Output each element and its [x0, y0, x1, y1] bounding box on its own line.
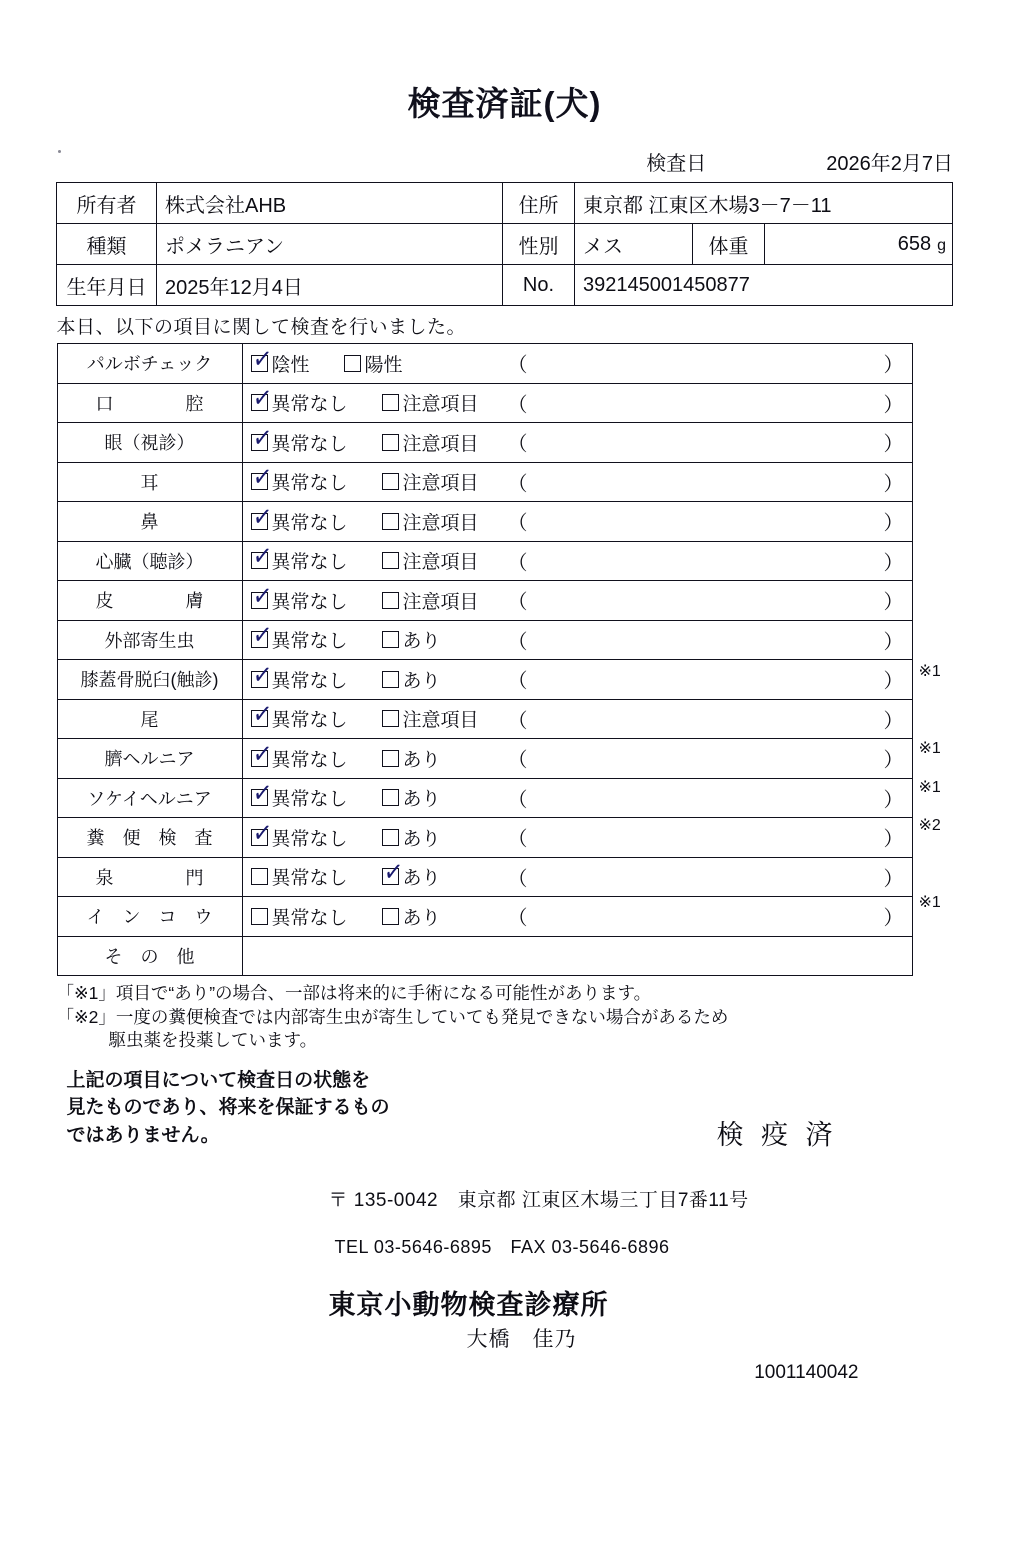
- checklist-item-label: 口 腔: [57, 383, 242, 423]
- owner-info-table: [56, 182, 953, 306]
- remarks-paren-close: ）: [883, 828, 904, 851]
- check-mark-icon: ✓: [250, 777, 273, 811]
- no-label: No.: [502, 265, 574, 306]
- checklist-options: [242, 502, 912, 542]
- checkbox-icon[interactable]: [382, 473, 399, 490]
- disclaimer-line-3: ではありません。: [66, 1124, 220, 1146]
- checkbox-icon[interactable]: [382, 750, 399, 767]
- exam-date-value: 2026年2月7日: [826, 153, 953, 175]
- checkbox-icon[interactable]: [251, 908, 268, 925]
- checkbox-option-2-label: 陽性: [364, 354, 403, 376]
- checkbox-icon[interactable]: [382, 671, 399, 688]
- checkbox-option-2-label: 注意項目: [402, 433, 479, 455]
- checkbox-option-2[interactable]: [382, 429, 479, 456]
- remarks-paren-open: （: [507, 473, 528, 496]
- checkbox-option-1-label: 異常なし: [271, 907, 348, 929]
- checkbox-icon[interactable]: [250, 342, 273, 376]
- checkbox-option-2-label: 注意項目: [402, 710, 479, 732]
- checklist-item-label: 糞 便 検 査: [57, 818, 242, 858]
- checkbox-option-1[interactable]: [250, 816, 348, 851]
- checkbox-option-2-label: 注意項目: [402, 512, 479, 534]
- no-value: 392145001450877: [574, 265, 952, 306]
- weight-value: 658: [897, 232, 932, 255]
- remarks-paren-close: ）: [883, 473, 904, 496]
- checkbox-option-1-label: 異常なし: [271, 394, 348, 416]
- page-title: 検査済証(犬): [407, 85, 602, 122]
- birth-value: 2025年12月4日: [156, 265, 502, 306]
- checkbox-icon[interactable]: [382, 829, 399, 846]
- remarks-paren-open: （: [507, 907, 528, 930]
- checkbox-icon[interactable]: [250, 658, 273, 692]
- checkbox-option-1[interactable]: [250, 342, 310, 377]
- checklist-options: [242, 581, 912, 621]
- certificate-page: [0, 78, 1009, 1555]
- checkbox-icon[interactable]: [250, 421, 273, 455]
- footnote-marker: ※1: [918, 778, 941, 796]
- checkbox-option-2[interactable]: [382, 587, 479, 614]
- checklist-options: [242, 383, 912, 423]
- remarks-paren-close: ）: [883, 394, 904, 417]
- address-value: 東京都 江東区木場3－7－11: [574, 183, 952, 224]
- checklist-item-label: 鼻: [57, 502, 242, 542]
- checklist-table: [57, 343, 913, 976]
- footnote-3: 駆虫薬を投薬しています。: [108, 1030, 318, 1051]
- checkbox-option-1[interactable]: [251, 863, 348, 890]
- checklist-options: [242, 423, 912, 463]
- check-mark-icon: ✓: [250, 382, 273, 416]
- checkbox-option-1-label: 異常なし: [271, 512, 348, 534]
- remarks-paren-open: （: [507, 512, 528, 535]
- checkbox-option-1-label: 異常なし: [271, 670, 348, 692]
- address-label: 住所: [502, 183, 574, 224]
- table-row: [57, 581, 912, 621]
- checkbox-option-1[interactable]: [250, 777, 348, 811]
- check-mark-icon: ✓: [250, 816, 273, 850]
- checkbox-option-2[interactable]: [382, 705, 479, 732]
- birth-label: 生年月日: [56, 265, 156, 306]
- checkbox-option-2[interactable]: [382, 508, 479, 535]
- checkbox-icon[interactable]: [382, 789, 399, 806]
- checklist-item-label: 皮 膚: [57, 581, 242, 621]
- checkbox-option-1[interactable]: [250, 658, 348, 693]
- checklist-item-label: 眼（視診）: [57, 423, 242, 463]
- breed-value: ポメラニアン: [156, 224, 502, 265]
- sex-label: 性別: [502, 224, 574, 265]
- checkbox-option-2[interactable]: [382, 666, 441, 693]
- checkbox-icon[interactable]: [250, 777, 273, 811]
- remarks-paren-close: ）: [883, 354, 904, 377]
- checkbox-icon[interactable]: [250, 579, 273, 613]
- checkbox-option-1-label: 異常なし: [271, 710, 348, 732]
- table-row-owner: [56, 183, 952, 224]
- table-row-birth: [56, 265, 952, 306]
- check-mark-icon: ✓: [250, 698, 273, 732]
- table-row: [57, 383, 912, 423]
- checkbox-option-2-label: あり: [402, 631, 441, 653]
- remarks-paren-close: ）: [883, 868, 904, 891]
- checkbox-option-2[interactable]: [382, 626, 441, 653]
- checkbox-option-2-label: 注意項目: [402, 591, 479, 613]
- owner-label: 所有者: [56, 183, 156, 224]
- table-row: [57, 660, 912, 700]
- table-row: [57, 699, 912, 739]
- table-row: [57, 344, 912, 384]
- checkbox-option-1-label: 異常なし: [271, 433, 348, 455]
- checkbox-option-1-label: 陰性: [271, 354, 310, 376]
- checklist-item-label: 心臓（聴診）: [57, 541, 242, 581]
- checkbox-option-2-label: あり: [402, 749, 441, 771]
- checkbox-option-1[interactable]: [250, 500, 348, 535]
- checkbox-option-2-label: あり: [402, 907, 441, 929]
- checkbox-option-2[interactable]: [382, 824, 441, 851]
- check-mark-icon: ✓: [250, 461, 273, 495]
- weight-value-cell: [764, 224, 952, 265]
- checkbox-icon[interactable]: [382, 552, 399, 569]
- checkbox-option-2-label: 注意項目: [402, 394, 479, 416]
- checkbox-option-2[interactable]: [381, 856, 441, 890]
- checkbox-option-2-label: あり: [402, 828, 441, 850]
- remarks-paren-open: （: [507, 631, 528, 654]
- table-row: [57, 423, 912, 463]
- remarks-paren-open: （: [507, 789, 528, 812]
- remarks-paren-close: ）: [883, 907, 904, 930]
- checkbox-icon[interactable]: [344, 355, 361, 372]
- footnote-1: 「※1」項目で“あり”の場合、一部は将来的に手術になる可能性があります。: [56, 983, 652, 1003]
- checklist-options: [242, 699, 912, 739]
- remarks-paren-open: （: [507, 868, 528, 891]
- veterinarian-name: 大橋 佳乃: [466, 1327, 577, 1351]
- footnotes: [57, 982, 953, 1053]
- remarks-paren-close: ）: [883, 631, 904, 654]
- checkbox-icon[interactable]: [382, 592, 399, 609]
- table-row: [57, 462, 912, 502]
- remarks-paren-open: （: [507, 670, 528, 693]
- checklist-item-label: 尾: [57, 699, 242, 739]
- checklist-options: [242, 818, 912, 858]
- checklist-item-label: 耳: [57, 462, 242, 502]
- remarks-paren-close: ）: [883, 789, 904, 812]
- sex-value: メス: [574, 224, 692, 265]
- checklist-options: [242, 344, 912, 384]
- checkbox-icon[interactable]: [382, 631, 399, 648]
- footnote-marker: ※1: [918, 894, 941, 911]
- disclaimer: [67, 1067, 390, 1150]
- checkbox-option-1[interactable]: [250, 619, 348, 653]
- remarks-paren-open: （: [507, 394, 528, 417]
- table-row: [57, 541, 912, 581]
- checkbox-option-1[interactable]: [250, 421, 348, 456]
- remarks-paren-open: （: [507, 828, 528, 851]
- breed-label: 種類: [56, 224, 156, 265]
- disclaimer-line-1: 上記の項目について検査日の状態を: [66, 1069, 371, 1091]
- checkbox-icon[interactable]: [381, 856, 404, 890]
- table-row: [57, 936, 912, 976]
- checklist-options: [242, 857, 912, 897]
- remarks-paren-open: （: [507, 433, 528, 456]
- checkbox-icon[interactable]: [250, 500, 273, 534]
- checkbox-option-2[interactable]: [382, 745, 441, 772]
- checkbox-option-2[interactable]: [382, 389, 479, 416]
- checkbox-option-2-label: あり: [402, 670, 441, 692]
- checkbox-icon[interactable]: [382, 513, 399, 530]
- checkbox-icon[interactable]: [250, 382, 273, 416]
- exam-date-label: 検査日: [646, 153, 707, 175]
- checkbox-option-1-label: 異常なし: [271, 749, 348, 771]
- table-row: [57, 739, 912, 779]
- checkbox-icon[interactable]: [382, 394, 399, 411]
- checkbox-option-1[interactable]: [250, 579, 348, 614]
- checkbox-icon[interactable]: [250, 737, 273, 771]
- footnote-marker: ※2: [918, 817, 941, 834]
- table-row: [57, 857, 912, 897]
- checkbox-option-1-label: 異常なし: [271, 868, 348, 890]
- exam-date-row: [38, 147, 971, 176]
- checkbox-option-1[interactable]: [250, 698, 348, 732]
- checkbox-option-1[interactable]: [250, 382, 348, 416]
- remarks-paren-close: ）: [883, 433, 904, 456]
- quarantine-stamp: 検 疫 済: [716, 1119, 838, 1150]
- remarks-paren-close: ）: [883, 670, 904, 693]
- scan-speck: [58, 150, 61, 153]
- checkbox-option-1-label: 異常なし: [271, 631, 348, 653]
- checkbox-option-2-label: あり: [402, 789, 441, 811]
- remarks-paren-open: （: [507, 591, 528, 614]
- checklist-item-label: 外部寄生虫: [57, 620, 242, 660]
- check-mark-icon: ✓: [250, 342, 273, 376]
- check-mark-icon: ✓: [381, 856, 404, 890]
- check-mark-icon: ✓: [250, 540, 273, 574]
- intro-text: 本日、以下の項目に関して検査を行いました。: [56, 317, 467, 338]
- checklist-options: [242, 620, 912, 660]
- checkbox-option-2[interactable]: [382, 547, 479, 574]
- weight-unit: g: [937, 236, 947, 254]
- check-mark-icon: ✓: [250, 737, 273, 771]
- checklist-wrap: [57, 343, 953, 976]
- clinic-address: 〒 135-0042 東京都 江東区木場三丁目7番11号: [328, 1189, 749, 1211]
- footnote-2: 「※2」一度の糞便検査では内部寄生虫が寄生していても発見できない場合があるため: [56, 1006, 729, 1027]
- checklist-options: [242, 936, 912, 976]
- checkbox-option-2[interactable]: [382, 468, 479, 495]
- checkbox-icon[interactable]: [382, 434, 399, 451]
- checkbox-option-2-label: あり: [402, 868, 441, 890]
- table-row: [57, 818, 912, 858]
- checkbox-icon[interactable]: [250, 540, 273, 574]
- remarks-paren-close: ）: [883, 552, 904, 575]
- checklist-options: [242, 541, 912, 581]
- checklist-options: [242, 897, 912, 937]
- remarks-paren-close: ）: [883, 710, 904, 733]
- remarks-paren-open: （: [507, 354, 528, 377]
- table-row: [57, 778, 912, 818]
- checkbox-option-2[interactable]: [344, 350, 403, 377]
- disclaimer-line-2: 見たものであり、将来を保証するもの: [66, 1097, 390, 1119]
- checkbox-option-2-label: 注意項目: [402, 473, 479, 495]
- checkbox-icon[interactable]: [251, 868, 268, 885]
- weight-label: 体重: [692, 224, 764, 265]
- checkbox-option-1-label: 異常なし: [271, 828, 348, 850]
- checklist-item-label: パルボチェック: [57, 344, 242, 384]
- footnote-marker: ※1: [918, 740, 941, 757]
- remarks-paren-open: （: [507, 552, 528, 575]
- table-row: [57, 502, 912, 542]
- checkbox-icon[interactable]: [250, 619, 273, 653]
- checklist-item-label: 泉 門: [57, 857, 242, 897]
- checkbox-icon[interactable]: [250, 461, 273, 495]
- remarks-paren-open: （: [507, 710, 528, 733]
- checklist-options: [242, 739, 912, 779]
- footer-block: [57, 1067, 953, 1383]
- checkbox-option-1[interactable]: [250, 540, 348, 574]
- remarks-paren-close: ）: [883, 512, 904, 535]
- checkbox-option-2[interactable]: [382, 903, 441, 930]
- owner-value: 株式会社AHB: [156, 183, 502, 224]
- checklist-item-label: ソケイヘルニア: [57, 778, 242, 818]
- checkbox-option-2[interactable]: [382, 784, 441, 811]
- checkbox-option-1[interactable]: [251, 903, 348, 930]
- checkbox-icon[interactable]: [250, 698, 273, 732]
- checklist-options: [242, 778, 912, 818]
- checklist-options: [242, 462, 912, 502]
- check-mark-icon: ✓: [250, 619, 273, 653]
- checkbox-option-1-label: 異常なし: [271, 552, 348, 574]
- checkbox-icon[interactable]: [382, 908, 399, 925]
- checkbox-option-1-label: 異常なし: [271, 789, 348, 811]
- check-mark-icon: ✓: [250, 579, 273, 613]
- checklist-item-label: そ の 他: [57, 936, 242, 976]
- table-row: [57, 897, 912, 937]
- remarks-paren-close: ）: [883, 749, 904, 772]
- checklist-item-label: 臍ヘルニア: [57, 739, 242, 779]
- checkbox-icon[interactable]: [250, 816, 273, 850]
- checkbox-option-1[interactable]: [250, 737, 348, 772]
- check-mark-icon: ✓: [250, 500, 273, 534]
- clinic-phone: TEL 03-5646-6895 FAX 03-5646-6896: [334, 1236, 670, 1257]
- check-mark-icon: ✓: [250, 658, 273, 692]
- checklist-item-label: イ ン コ ウ: [57, 897, 242, 937]
- serial-number: 1001140042: [754, 1361, 859, 1383]
- remarks-paren-open: （: [507, 749, 528, 772]
- check-mark-icon: ✓: [250, 421, 273, 455]
- checklist-options: [242, 660, 912, 700]
- clinic-name: 東京小動物検査診療所: [328, 1289, 609, 1320]
- checkbox-option-1[interactable]: [250, 461, 348, 495]
- remarks-paren-close: ）: [883, 591, 904, 614]
- checklist-item-label: 膝蓋骨脱臼(触診): [57, 660, 242, 700]
- checkbox-option-1-label: 異常なし: [271, 473, 348, 495]
- checkbox-option-1-label: 異常なし: [271, 591, 348, 613]
- checkbox-icon[interactable]: [382, 710, 399, 727]
- table-row: [57, 620, 912, 660]
- footnote-marker: ※1: [918, 663, 941, 680]
- table-row-breed: [56, 224, 952, 265]
- checkbox-option-2-label: 注意項目: [402, 552, 479, 574]
